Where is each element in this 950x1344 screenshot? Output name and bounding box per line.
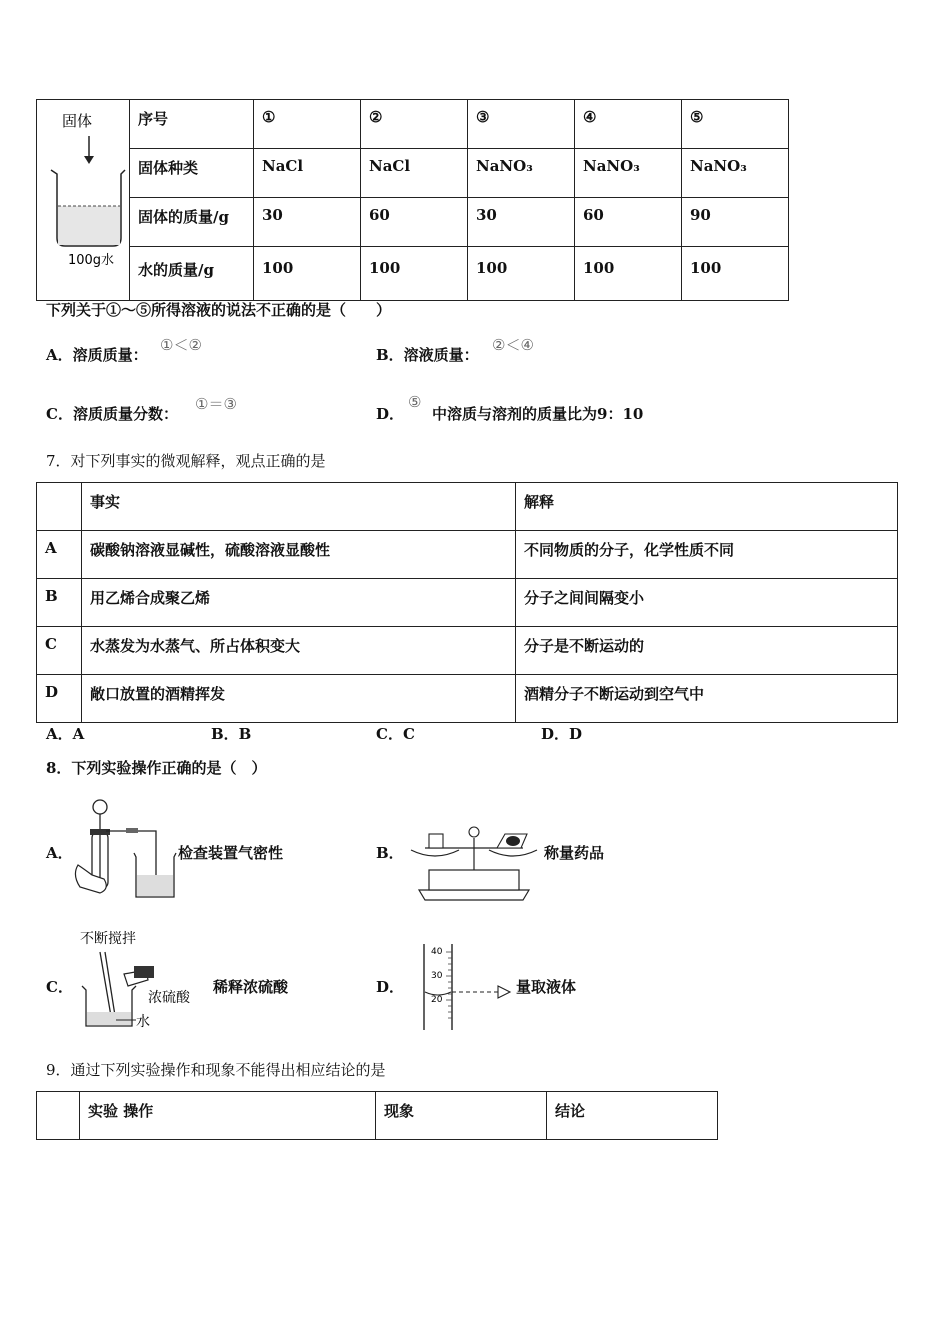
col-3-water: 100	[476, 258, 508, 277]
col-2-no: ②	[369, 108, 383, 126]
q8-option-d-label[interactable]: D．	[376, 978, 405, 996]
q7-option-c[interactable]: C．C	[376, 725, 415, 743]
q7-corner	[37, 483, 81, 491]
q7-row-a-key: A	[45, 539, 57, 557]
water-label: 水	[136, 1014, 150, 1030]
tick-40: 40	[431, 947, 443, 957]
q9-corner	[37, 1092, 79, 1100]
table-row	[37, 483, 898, 531]
q6-option-a-label: A．溶质质量：	[46, 346, 148, 364]
q7-row-c-fact: 水蒸发为水蒸气、所占体积变大	[90, 637, 301, 655]
eye-icon	[498, 986, 510, 998]
acid-label: 浓硫酸	[148, 990, 190, 1006]
water-label: 100g水	[67, 253, 115, 268]
col-5-water: 100	[690, 258, 722, 277]
stopper	[90, 829, 110, 835]
q7-row-d-key: D	[45, 683, 59, 701]
col-3-kind: NaNO₃	[476, 156, 533, 175]
col-5-mass: 90	[690, 205, 711, 224]
left-pan	[411, 850, 459, 856]
col-1-kind: NaCl	[262, 156, 304, 175]
water-fill	[58, 206, 120, 245]
q7-stem: 7．对下列事实的微观解释，观点正确的是	[46, 452, 326, 470]
meniscus	[425, 992, 451, 995]
table-row	[37, 675, 898, 723]
q8-option-c-label[interactable]: C．	[46, 978, 73, 996]
col-3-mass: 30	[476, 205, 497, 224]
q8-option-c-text: 稀释浓硫酸	[213, 978, 289, 996]
q8-stem: 8．下列实验操作正确的是（ ）	[46, 759, 267, 777]
bottle-label	[134, 966, 154, 978]
q7-table-wrapper	[36, 482, 898, 723]
q8-option-b-text: 称量药品	[544, 844, 605, 862]
q9-table-wrapper	[36, 1091, 718, 1140]
funnel-bulb-icon	[93, 800, 107, 814]
q6-option-c-label: C．溶质质量分数：	[46, 405, 178, 423]
balance-figure	[405, 818, 543, 903]
q7-option-d[interactable]: D．D	[541, 725, 583, 743]
q9-table	[36, 1091, 718, 1140]
q6-option-b-expr: ②＜④	[492, 336, 534, 354]
right-pan	[489, 850, 537, 856]
rubber-joint	[126, 828, 138, 833]
header-kind: 固体种类	[138, 158, 199, 177]
q8-option-a-label[interactable]: A．	[46, 844, 73, 862]
tick-20: 20	[431, 995, 443, 1005]
table-row	[37, 1092, 718, 1140]
cylinder-scale	[446, 952, 452, 1018]
q7-option-b[interactable]: B．B	[211, 725, 252, 743]
header-mass: 固体的质量/g	[138, 207, 229, 226]
q7-table	[36, 482, 898, 723]
beaker-water	[137, 875, 173, 896]
balance-base	[419, 890, 529, 900]
q7-row-b-explain: 分子之间间隔变小	[524, 589, 645, 607]
q6-table-wrapper	[36, 99, 789, 301]
q9-header-conclusion: 结论	[555, 1102, 586, 1120]
beaker-figure	[37, 100, 129, 296]
q6-option-b-label: B．溶液质量：	[376, 346, 479, 364]
balance-body	[429, 870, 519, 890]
q8-option-d-text: 量取液体	[516, 978, 577, 996]
q6-stem: 下列关于①～⑤所得溶液的说法不正确的是（ ）	[46, 301, 392, 319]
q7-row-b-fact: 用乙烯合成聚乙烯	[90, 589, 211, 607]
beaker-water	[87, 1012, 131, 1025]
q9-stem: 9．通过下列实验操作和现象不能得出相应结论的是	[46, 1061, 386, 1079]
q7-row-a-fact: 碳酸钠溶液显碱性，硫酸溶液显酸性	[90, 541, 331, 559]
q7-row-a-explain: 不同物质的分子，化学性质不同	[524, 541, 735, 559]
q7-header-fact: 事实	[90, 493, 121, 511]
col-2-kind: NaCl	[369, 156, 411, 175]
airtightness-apparatus-figure	[70, 795, 178, 905]
col-4-mass: 60	[583, 205, 604, 224]
q7-row-c-explain: 分子是不断运动的	[524, 637, 645, 655]
table-row	[37, 531, 898, 579]
col-4-kind: NaNO₃	[583, 156, 640, 175]
hand-icon	[75, 865, 106, 893]
q6-option-a-expr: ①＜②	[160, 336, 202, 354]
q6-table	[36, 99, 789, 301]
dilution-figure	[76, 926, 212, 1034]
q7-row-c-key: C	[45, 635, 57, 653]
table-row	[37, 627, 898, 675]
tick-30: 30	[431, 971, 443, 981]
q7-row-d-explain: 酒精分子不断运动到空气中	[524, 685, 705, 703]
q7-header-explain: 解释	[524, 493, 555, 511]
q9-header-phenomenon: 现象	[384, 1102, 415, 1120]
col-5-kind: NaNO₃	[690, 156, 747, 175]
weight-icon	[429, 834, 443, 848]
solid-label: 固体	[61, 112, 93, 130]
q7-row-b-key: B	[45, 587, 58, 605]
col-3-no: ③	[476, 108, 490, 126]
q6-option-b[interactable]	[376, 346, 479, 364]
arrow-head-icon	[84, 156, 94, 164]
q6-option-c[interactable]	[46, 405, 178, 423]
q6-option-a[interactable]	[46, 346, 148, 364]
stir-label: 不断搅拌	[80, 931, 136, 947]
col-4-water: 100	[583, 258, 615, 277]
delivery-tube	[106, 831, 156, 880]
col-1-no: ①	[262, 108, 276, 126]
q8-option-b-label[interactable]: B．	[376, 844, 404, 862]
q9-header-operation: 实验 操作	[88, 1102, 154, 1120]
col-1-mass: 30	[262, 205, 283, 224]
q6-option-d-label: D．	[376, 405, 405, 423]
beaker-figure-cell	[37, 100, 130, 301]
q6-option-d-expr: ⑤	[408, 393, 422, 411]
q7-row-d-fact: 敞口放置的酒精挥发	[90, 685, 226, 703]
q6-option-d-tail: 中溶质与溶剂的质量比为9：10	[432, 405, 644, 423]
col-4-no: ④	[583, 108, 597, 126]
col-2-water: 100	[369, 258, 401, 277]
pointer-knob	[469, 827, 479, 837]
q7-option-a[interactable]: A．A	[46, 725, 85, 743]
header-no: 序号	[138, 110, 169, 128]
table-row	[37, 579, 898, 627]
q6-option-c-expr: ①＝③	[195, 395, 237, 413]
cylinder-figure	[418, 940, 518, 1034]
col-2-mass: 60	[369, 205, 390, 224]
q8-option-a-text: 检查装置气密性	[178, 844, 284, 862]
q6-option-d[interactable]	[376, 405, 404, 423]
col-1-water: 100	[262, 258, 294, 277]
header-water: 水的质量/g	[138, 260, 214, 279]
chemical-sample-icon	[506, 836, 520, 846]
col-5-no: ⑤	[690, 108, 704, 126]
